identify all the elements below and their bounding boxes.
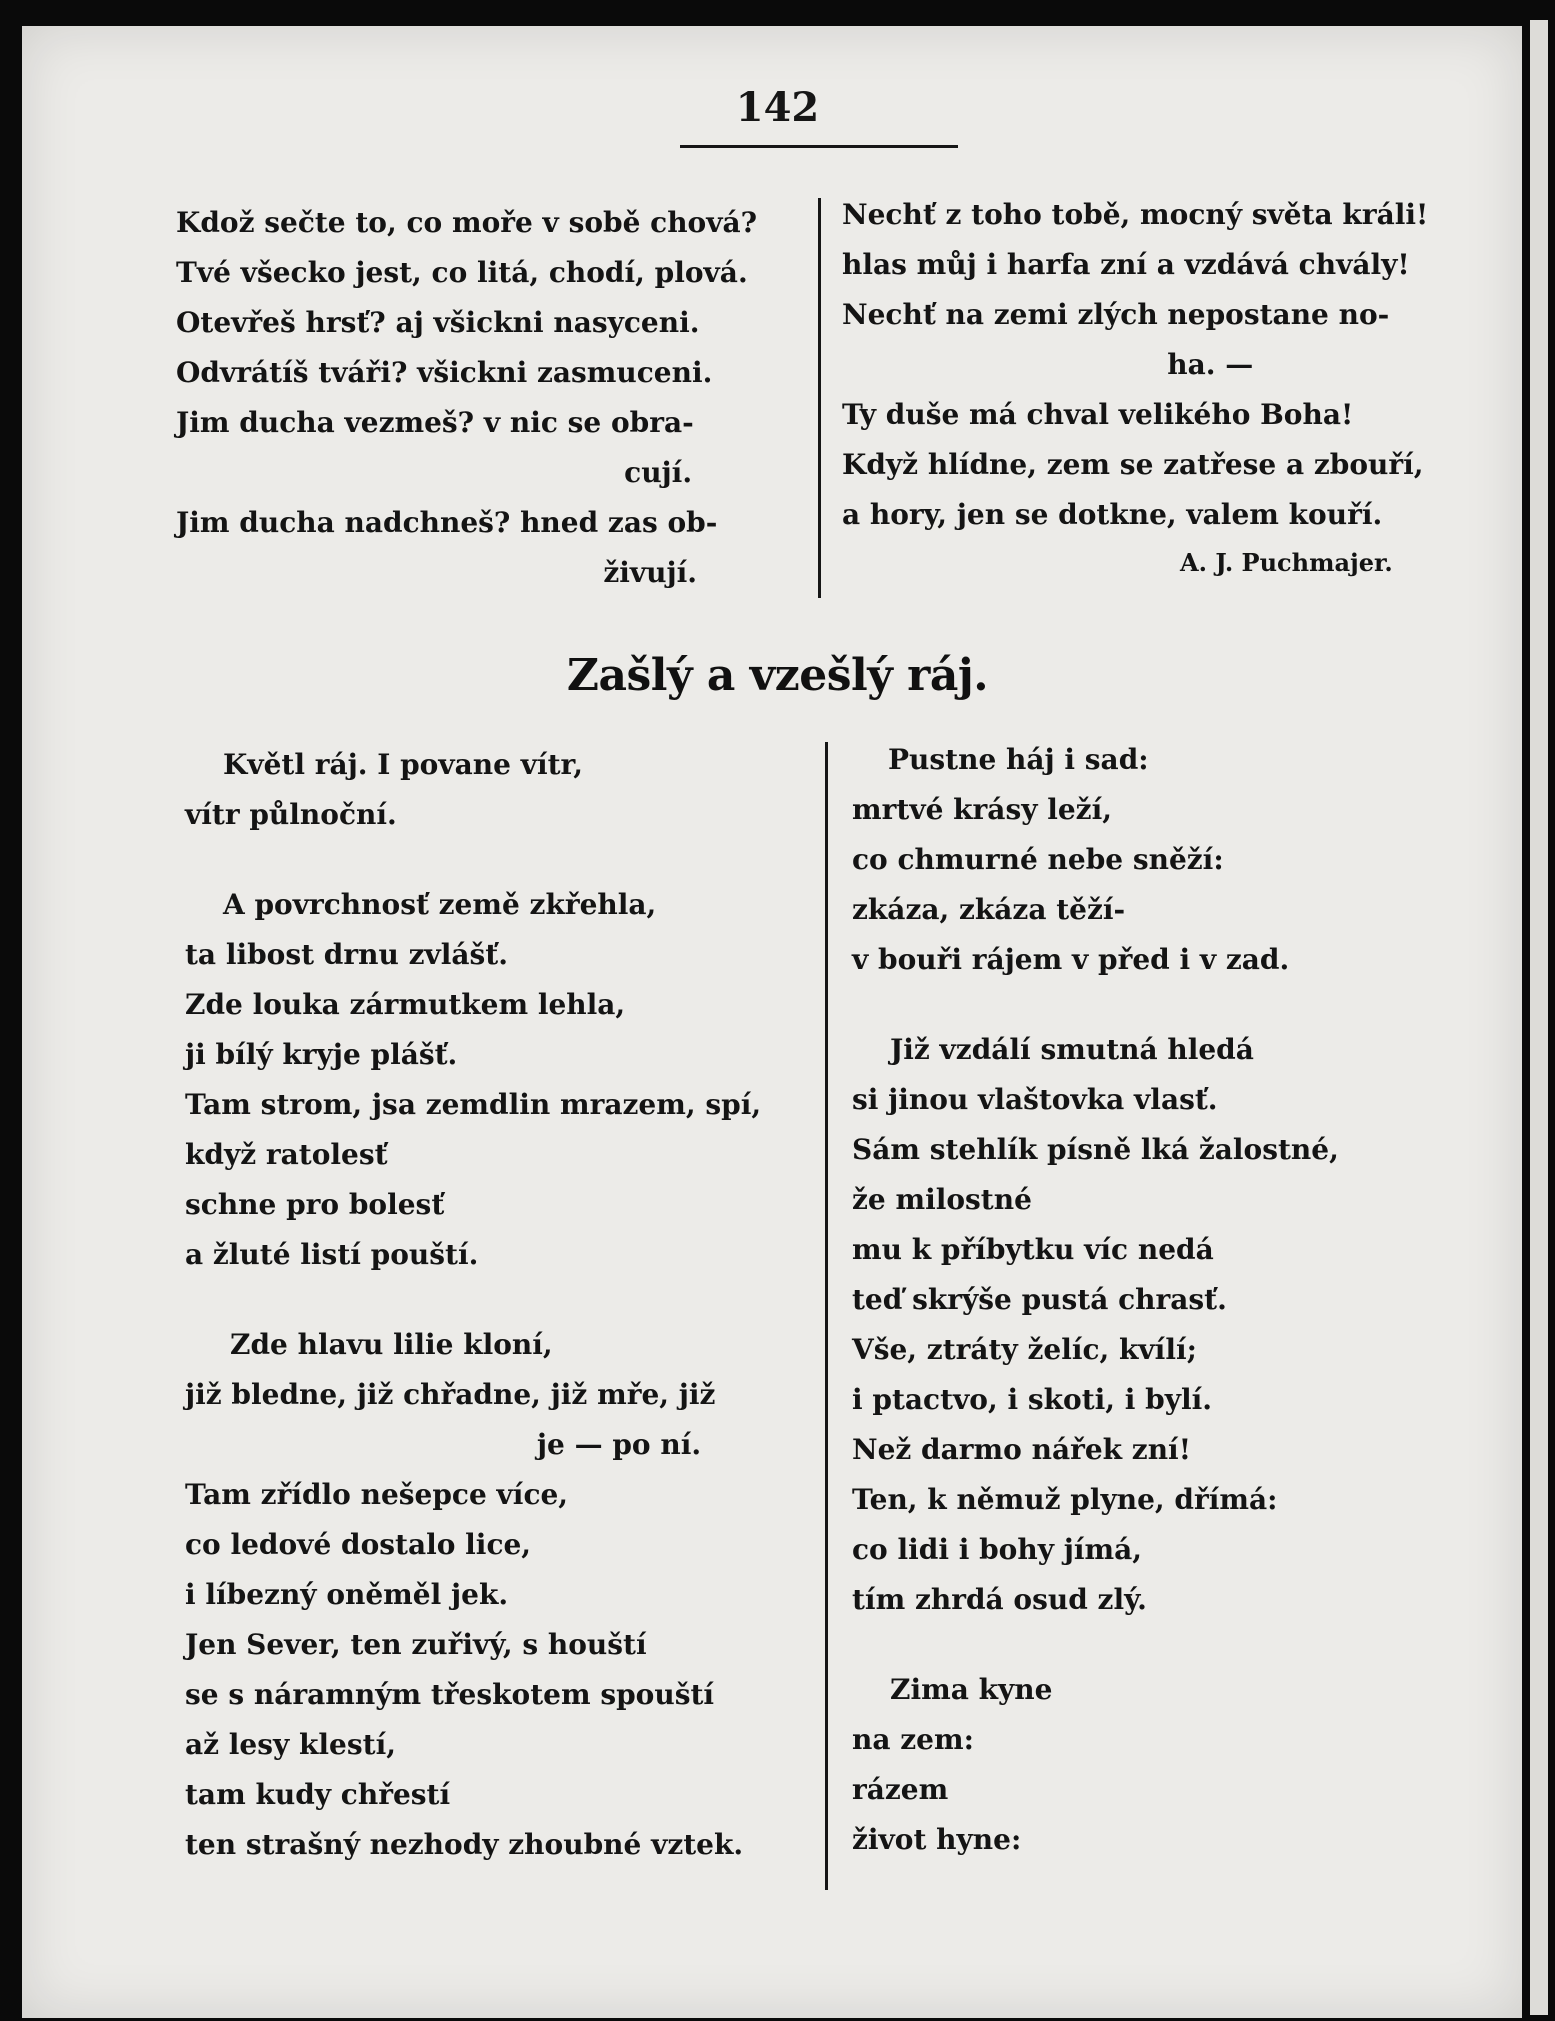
verse-line: až lesy klestí, bbox=[185, 1728, 396, 1761]
page-number-rule bbox=[680, 145, 958, 148]
verse-line: Květl ráj. I povane vítr, bbox=[223, 748, 583, 781]
verse-line: ji bílý kryje plášť. bbox=[185, 1038, 458, 1071]
verse-line: i ptactvo, i skoti, i bylí. bbox=[852, 1383, 1213, 1416]
verse-line: tím zhrdá osud zlý. bbox=[852, 1583, 1147, 1616]
verse-line: Odvrátíš tváři? všickni zasmuceni. bbox=[176, 356, 713, 389]
verse-line: když ratolesť bbox=[185, 1138, 388, 1171]
verse-line: ten strašný nezhody zhoubné vztek. bbox=[185, 1828, 744, 1861]
poem-column-divider bbox=[825, 742, 828, 1890]
verse-line: Tvé všecko jest, co litá, chodí, plová. bbox=[176, 256, 748, 289]
verse-line: a hory, jen se dotkne, valem kouří. bbox=[842, 498, 1383, 531]
stanza-gap bbox=[185, 840, 761, 880]
stanza-gap bbox=[185, 1280, 761, 1320]
verse-line: na zem: bbox=[852, 1723, 974, 1756]
verse-line: Sám stehlík písně lká žalostné, bbox=[852, 1133, 1339, 1166]
verse-line: teď skrýše pustá chrasť. bbox=[852, 1283, 1227, 1316]
verse-line: a žluté listí pouští. bbox=[185, 1238, 479, 1271]
verse-line: co lidi i bohy jímá, bbox=[852, 1533, 1143, 1566]
verse-line: A povrchnosť země zkřehla, bbox=[223, 888, 657, 921]
verse-line: že milostné bbox=[852, 1183, 1032, 1216]
stanza-gap bbox=[852, 1625, 1339, 1665]
verse-line: mrtvé krásy leží, bbox=[852, 793, 1112, 826]
verse-line: co ledové dostalo lice, bbox=[185, 1528, 532, 1561]
verse-line: Již vzdálí smutná hledá bbox=[890, 1033, 1254, 1066]
verse-line: Otevřeš hrsť? aj všickni nasyceni. bbox=[176, 306, 700, 339]
verse-line: schne pro bolesť bbox=[185, 1188, 445, 1221]
verse-line: mu k příbytku víc nedá bbox=[852, 1233, 1214, 1266]
poem-left-column bbox=[185, 740, 761, 1870]
verse-line: tam kudy chřestí bbox=[185, 1778, 451, 1811]
verse-line: Než darmo nářek zní! bbox=[852, 1433, 1191, 1466]
verse-line: Jen Sever, ten zuřivý, s houští bbox=[185, 1628, 647, 1661]
verse-line: Nechť z toho tobě, mocný světa králi! bbox=[842, 198, 1429, 231]
verse-line: život hyne: bbox=[852, 1823, 1022, 1856]
verse-line: i líbezný oněměl jek. bbox=[185, 1578, 509, 1611]
verse-line: se s náramným třeskotem spouští bbox=[185, 1678, 715, 1711]
top-column-divider bbox=[818, 198, 821, 598]
page-number: 142 bbox=[735, 84, 820, 131]
verse-line: ta libost drnu zvlášť. bbox=[185, 938, 508, 971]
top-right-column bbox=[842, 190, 1428, 540]
verse-line-continuation: cují. bbox=[624, 456, 693, 489]
stanza-gap bbox=[852, 985, 1339, 1025]
verse-line: v bouři rájem v před i v zad. bbox=[852, 943, 1290, 976]
verse-line: hlas můj i harfa zní a vzdává chvály! bbox=[842, 248, 1410, 281]
verse-line: Jim ducha vezmeš? v nic se obra- bbox=[176, 406, 694, 439]
top-left-column bbox=[176, 198, 757, 598]
facing-page-edge bbox=[1530, 20, 1548, 2015]
verse-line: Zde louka zármutkem lehla, bbox=[185, 988, 626, 1021]
verse-line: Tam zřídlo nešepce více, bbox=[185, 1478, 569, 1511]
verse-line-continuation: je — po ní. bbox=[536, 1428, 702, 1461]
verse-line: Ty duše má chval velikého Boha! bbox=[842, 398, 1354, 431]
poem-right-column bbox=[852, 735, 1339, 1865]
verse-line: Zima kyne bbox=[890, 1673, 1053, 1706]
verse-line: již bledne, již chřadne, již mře, již bbox=[185, 1378, 716, 1411]
verse-line-continuation: ha. — bbox=[1167, 348, 1254, 381]
verse-line: Ten, k němuž plyne, dřímá: bbox=[852, 1483, 1278, 1516]
verse-line: co chmurné nebe sněží: bbox=[852, 843, 1224, 876]
verse-line: Když hlídne, zem se zatřese a zbouří, bbox=[842, 448, 1424, 481]
verse-line: zkáza, zkáza těží- bbox=[852, 893, 1126, 926]
verse-line: Pustne háj i sad: bbox=[888, 743, 1149, 776]
verse-line: Tam strom, jsa zemdlin mrazem, spí, bbox=[185, 1088, 762, 1121]
author-signature: A. J. Puchmajer. bbox=[1180, 548, 1393, 577]
verse-line: rázem bbox=[852, 1773, 949, 1806]
verse-line: Nechť na zemi zlých nepostane no- bbox=[842, 298, 1390, 331]
verse-line: Kdož sečte to, co moře v sobě chová? bbox=[176, 206, 758, 239]
verse-line: Zde hlavu lilie kloní, bbox=[230, 1328, 553, 1361]
verse-line: vítr půlnoční. bbox=[185, 798, 397, 831]
verse-line: si jinou vlaštovka vlasť. bbox=[852, 1083, 1218, 1116]
verse-line: Vše, ztráty želíc, kvílí; bbox=[852, 1333, 1197, 1366]
poem-title: Zašlý a vzešlý ráj. bbox=[566, 650, 989, 701]
verse-line: Jim ducha nadchneš? hned zas ob- bbox=[176, 506, 718, 539]
verse-line-continuation: živují. bbox=[603, 556, 698, 589]
